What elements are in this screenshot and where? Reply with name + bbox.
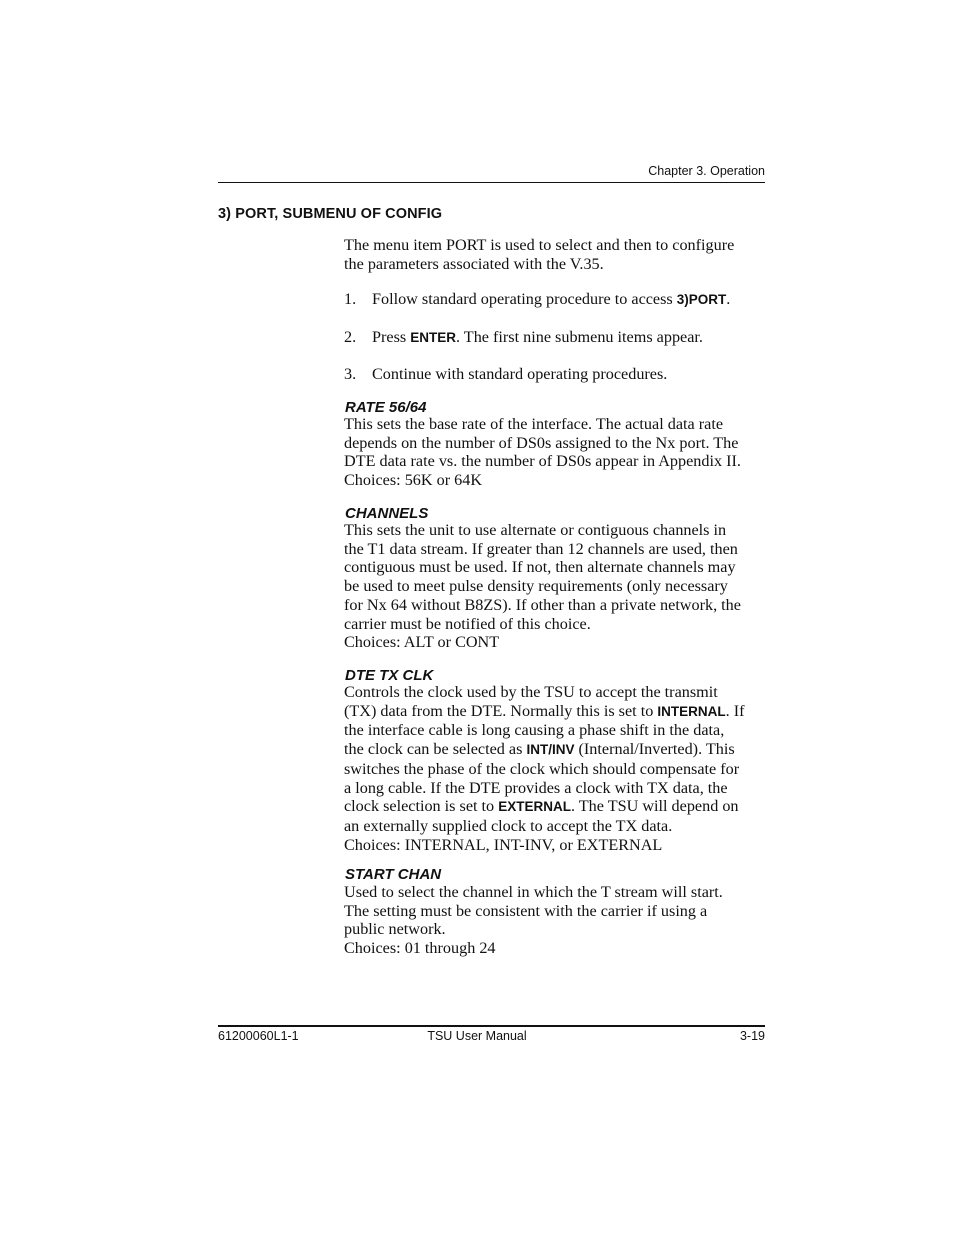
dte-line: an externally supplied clock to accept the TX data.: [344, 816, 673, 835]
dte-text: clock selection is set to: [344, 797, 499, 816]
rate-line: depends on the number of DS0s assigned to the Nx port. The: [344, 433, 739, 452]
dte-text: . If: [725, 701, 745, 720]
channels-line: contiguous must be used. If not, then alternate channels may: [344, 558, 736, 577]
dte-text: the clock can be selected as: [344, 740, 527, 759]
dte-line: [344, 702, 769, 722]
rate-heading: RATE 56/64: [345, 399, 427, 416]
rate-choices: Choices: 56K or 64K: [344, 471, 483, 490]
step-number: 3.: [344, 365, 357, 383]
dte-tx-clk-paragraph: [344, 683, 769, 854]
dte-text: (TX) data from the DTE. Normally this is set to: [344, 701, 658, 720]
step-number: 2.: [344, 328, 357, 346]
dte-line: switches the phase of the clock which should compensate for: [344, 759, 740, 778]
step-text: .: [726, 290, 731, 308]
intro-line: the parameters associated with the V.35.: [344, 254, 604, 273]
doc-number: 61200060L1-1: [218, 1029, 299, 1043]
dte-choices: Choices: INTERNAL, INT-INV, or EXTERNAL: [344, 835, 663, 854]
dte-key: INTERNAL: [657, 703, 726, 719]
step-key: ENTER: [410, 330, 456, 345]
channels-line: for Nx 64 without B8ZS). If other than a private network, the: [344, 595, 741, 614]
channels-line: the T1 data stream. If greater than 12 channels are used, then: [344, 539, 738, 558]
channels-heading: CHANNELS: [345, 505, 429, 522]
start-chan-choices: Choices: 01 through 24: [344, 939, 496, 958]
step-key: 3)PORT: [676, 292, 727, 307]
channels-choices: Choices: ALT or CONT: [344, 633, 500, 652]
start-chan-paragraph: [344, 883, 769, 958]
channels-line: carrier must be notified of this choice.: [344, 614, 591, 633]
start-chan-heading: START CHAN: [345, 866, 442, 883]
page-number: 3-19: [739, 1029, 765, 1043]
channels-line: This sets the unit to use alternate or contiguous channels in: [344, 521, 727, 539]
step-number: 1.: [344, 290, 357, 308]
header-rule: [218, 182, 765, 183]
rate-line: This sets the base rate of the interface. The actual data rate: [344, 415, 724, 433]
step-item: [344, 328, 769, 348]
step-item: [344, 365, 769, 385]
start-chan-line: public network.: [344, 920, 446, 939]
intro-line: The menu item PORT is used to select and then to configure: [344, 236, 735, 254]
dte-key: INT/INV: [526, 742, 575, 758]
dte-line: [344, 740, 769, 760]
dte-line: Controls the clock used by the TSU to accept the transmit: [344, 683, 718, 701]
step-text: Follow standard operating procedure to access: [372, 290, 677, 308]
start-chan-line: The setting must be consistent with the carrier if using a: [344, 901, 708, 920]
rate-paragraph: [344, 415, 769, 490]
dte-text: . The TSU will depend on: [570, 797, 739, 816]
dte-line: the interface cable is long causing a phase shift in the data,: [344, 721, 725, 740]
dte-line: [344, 797, 769, 817]
rate-line: DTE data rate vs. the number of DS0s appear in Appendix II.: [344, 452, 741, 471]
channels-paragraph: [344, 521, 769, 652]
footer-rule: [218, 1025, 765, 1027]
step-text: Continue with standard operating procedures.: [372, 365, 668, 383]
manual-title: TSU User Manual: [427, 1029, 527, 1043]
step-text: . The first nine submenu items appear.: [456, 328, 703, 346]
step-text: Press: [372, 328, 411, 346]
channels-line: be used to meet pulse density requirements (only necessary: [344, 577, 728, 596]
start-chan-line: Used to select the channel in which the T stream will start.: [344, 883, 723, 901]
section-heading: 3) PORT, SUBMENU OF CONFIG: [218, 206, 443, 222]
intro-paragraph: [344, 236, 769, 273]
dte-key: EXTERNAL: [498, 799, 571, 815]
running-head: Chapter 3. Operation: [648, 164, 765, 178]
dte-tx-clk-heading: DTE TX CLK: [345, 667, 434, 684]
dte-line: a long cable. If the DTE provides a clock with TX data, the: [344, 778, 728, 797]
step-item: [344, 290, 769, 310]
dte-text: (Internal/Inverted). This: [574, 740, 735, 759]
